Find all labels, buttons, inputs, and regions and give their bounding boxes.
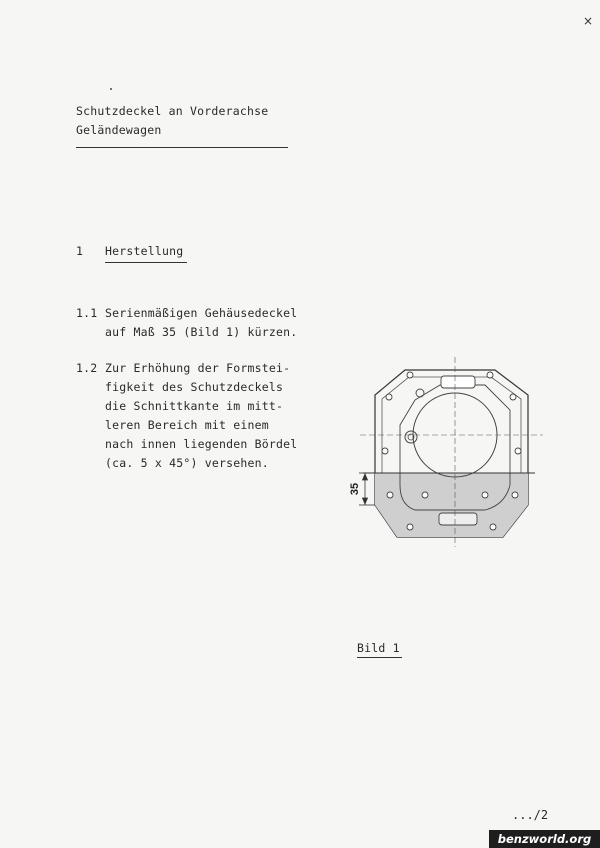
item-line: die Schnittkante im mitt- <box>105 399 284 413</box>
corner-mark: × <box>583 14 594 28</box>
section-title: Herstellung <box>105 244 184 258</box>
item-line: auf Maß 35 (Bild 1) kürzen. <box>105 325 298 339</box>
item-line: Serienmäßigen Gehäusedeckel <box>105 306 298 320</box>
item-line: nach innen liegenden Bördel <box>105 437 298 451</box>
item-line: figkeit des Schutzdeckels <box>105 380 284 394</box>
page-continuation: .../2 <box>512 808 549 822</box>
item-line: Zur Erhöhung der Formstei- <box>105 361 291 375</box>
watermark-badge: benzworld.org <box>489 830 600 848</box>
dimension-35 <box>359 473 375 505</box>
section-number: 1 <box>76 244 84 258</box>
item-number: 1.1 <box>76 306 98 320</box>
header-line-1: Schutzdeckel an Vorderachse <box>76 104 269 118</box>
item-line: leren Bereich mit einem <box>105 418 269 432</box>
item-number: 1.2 <box>76 361 98 375</box>
header-line-2: Geländewagen <box>76 123 162 137</box>
housing-cover-diagram <box>345 355 545 555</box>
top-boss <box>441 376 475 388</box>
item-line: (ca. 5 x 45°) versehen. <box>105 456 269 470</box>
header-rule <box>76 147 288 148</box>
section-title-underline <box>105 262 187 263</box>
cut-area-shading <box>375 370 528 537</box>
speck-dot <box>110 88 112 90</box>
bottom-slot <box>439 513 477 525</box>
oil-plug-circle <box>405 431 417 443</box>
figure-caption: Bild 1 <box>357 641 400 655</box>
figure-caption-underline <box>357 657 402 658</box>
dimension-label: 35 <box>349 482 361 496</box>
